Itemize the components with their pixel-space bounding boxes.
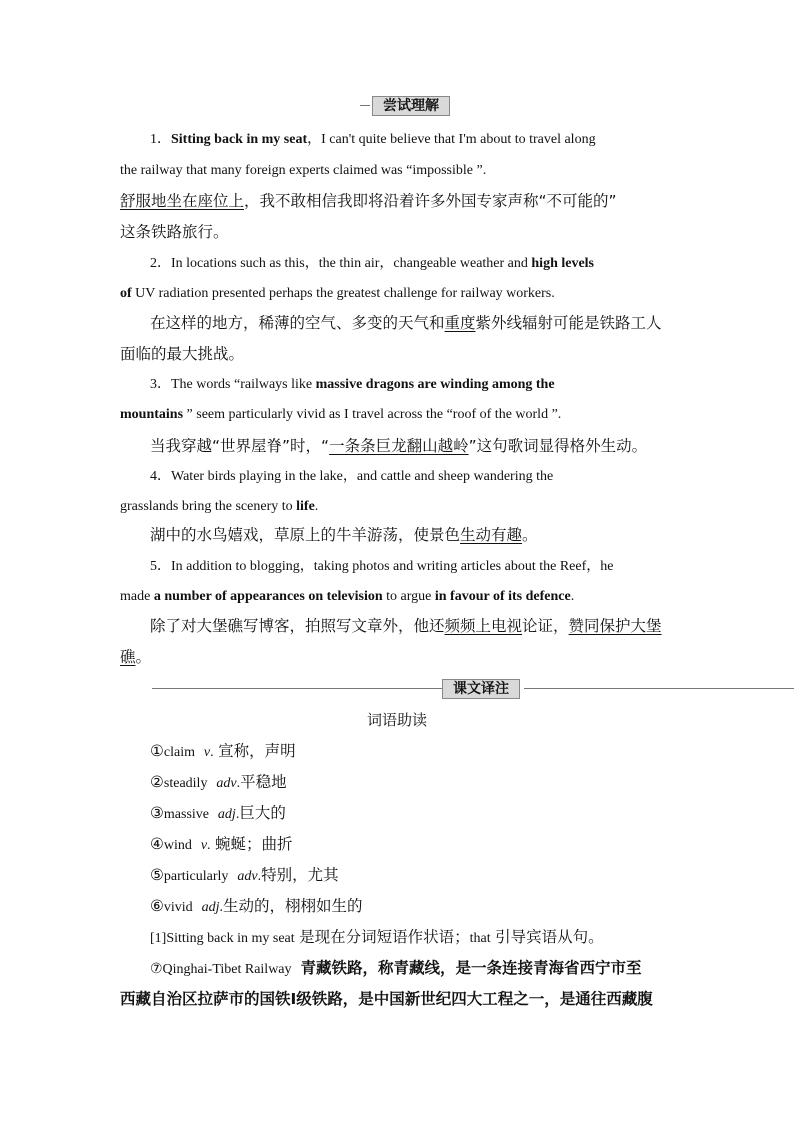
note-7-line-1 xyxy=(150,958,675,980)
vocab-item-1 xyxy=(150,741,675,763)
vocab-word: massive xyxy=(163,807,210,822)
sentence-text: made xyxy=(120,589,151,604)
sentence-number: 1． xyxy=(150,132,171,147)
vocab-meaning: 特别，尤其 xyxy=(261,866,339,884)
sentence-4-line-2: grasslands bring the scenery to life. xyxy=(120,499,319,514)
sentence-5-translation-line-2 xyxy=(120,647,675,667)
underlined-phrase: 频频上电视 xyxy=(444,617,523,635)
part-of-speech: adv xyxy=(237,869,258,884)
translation-text: ”这句歌词显得格外生动。 xyxy=(468,437,648,455)
translation-text: 除了对大堡礁写博客，拍照写文章外，他还 xyxy=(150,617,445,635)
sentence-1-line-1 xyxy=(150,130,675,150)
vocab-number: ② xyxy=(150,773,164,791)
translation-text: 湖中的水鸟嬉戏，草原上的牛羊游荡，使景色 xyxy=(150,526,461,544)
bold-phrase: of xyxy=(120,286,132,301)
vocab-number: ⑥ xyxy=(150,897,164,915)
translation-text: 论证， xyxy=(522,617,569,635)
vocab-item-4 xyxy=(150,834,675,856)
bold-phrase: high levels xyxy=(531,256,595,271)
vocab-item-3 xyxy=(150,803,675,825)
underlined-phrase: 赞同保护大堡 xyxy=(568,617,662,635)
section-header-try-understand xyxy=(360,96,470,116)
sentence-3-translation xyxy=(150,436,675,456)
sentence-5-translation-line-1 xyxy=(150,616,675,636)
translation-text: 紫外线辐射可能是铁路工人 xyxy=(475,314,662,332)
section-header-text-notes xyxy=(152,679,794,699)
vocab-title: 词语助读 xyxy=(366,711,427,729)
sentence-text: ” seem particularly vivid as I travel across the “roof of the world ”. xyxy=(186,407,562,422)
bold-phrase: a number of appearances on television xyxy=(153,589,383,604)
pos-dot: . xyxy=(207,838,211,853)
note-1 xyxy=(150,927,675,949)
vocab-item-5 xyxy=(150,865,675,887)
vocab-word: steadily xyxy=(163,776,208,791)
underlined-phrase: 重度 xyxy=(444,314,476,332)
underlined-phrase: 礁 xyxy=(120,648,136,666)
sentence-text: 2．In locations such as this，the thin air，changeable weather and xyxy=(150,256,528,271)
vocab-number: ④ xyxy=(150,835,164,853)
bold-phrase: life xyxy=(296,499,315,514)
vocab-meaning: 生动的，栩栩如生的 xyxy=(222,897,363,915)
sentence-text: UV radiation presented perhaps the greatest challenge for railway workers. xyxy=(135,286,555,301)
note-chinese: 青藏铁路，称青藏线，是一条连接青海省西宁市至 xyxy=(300,959,642,977)
vocab-word: claim xyxy=(163,745,196,760)
bold-phrase: mountains xyxy=(120,407,184,422)
note-english: that xyxy=(469,931,491,946)
sentence-4-line-1: 4．Water birds playing in the lake，and cattle and sheep wandering the xyxy=(150,469,554,484)
sentence-2-translation-line-1 xyxy=(150,313,675,333)
sentence-1-line-2: the railway that many foreign experts claimed was “impossible ”. xyxy=(120,163,487,178)
vocab-word: particularly xyxy=(163,869,229,884)
sentence-1-translation-line-2: 这条铁路旅行。 xyxy=(120,223,229,241)
part-of-speech: v xyxy=(203,745,211,760)
bold-phrase: Sitting back in my seat xyxy=(171,132,308,147)
note-english: ⑦Qinghai-Tibet Railway xyxy=(150,962,292,977)
note-chinese: 是现在分词短语作状语； xyxy=(299,928,470,946)
sentence-4-translation xyxy=(150,525,675,545)
vocab-number: ③ xyxy=(150,804,164,822)
vocab-number: ① xyxy=(150,742,164,760)
vocab-meaning: 宣称，声明 xyxy=(218,742,296,760)
pos-dot: . xyxy=(235,807,240,822)
pos-dot: . xyxy=(236,776,241,791)
bold-phrase: in favour of its defence xyxy=(434,589,571,604)
pos-dot: . xyxy=(219,900,223,915)
underlined-phrase: 一条条巨龙翻山越岭 xyxy=(329,437,469,455)
vocab-word: vivid xyxy=(163,900,193,915)
note-english: [1]Sitting back in my seat xyxy=(150,931,295,946)
sentence-5-line-2 xyxy=(120,587,675,607)
translation-text: ，我不敢相信我即将沿着许多外国专家声称“不可能的” xyxy=(244,192,617,210)
pos-dot: . xyxy=(257,869,262,884)
sentence-2-line-1 xyxy=(150,254,675,274)
vocab-meaning: 巨大的 xyxy=(239,804,286,822)
section-title: 课文译注 xyxy=(442,679,520,699)
section-title: 尝试理解 xyxy=(372,96,450,116)
underlined-phrase: 舒服地坐在座位上 xyxy=(120,192,245,210)
part-of-speech: v xyxy=(200,838,208,853)
vocab-meaning: 平稳地 xyxy=(240,773,287,791)
note-7-line-2: 西藏自治区拉萨市的国铁Ⅰ级铁路，是中国新世纪四大工程之一，是通往西藏腹 xyxy=(120,990,653,1008)
part-of-speech: adv xyxy=(216,776,237,791)
sentence-3-line-1 xyxy=(150,375,675,395)
pos-dot: . xyxy=(210,745,214,760)
vocab-number: ⑤ xyxy=(150,866,164,884)
sentence-text: grasslands bring the scenery to xyxy=(120,499,293,514)
vocab-item-2 xyxy=(150,772,675,794)
sentence-text: 3．The words “railways like xyxy=(150,377,313,392)
sentence-text: to argue xyxy=(386,589,432,604)
sentence-5-line-1: 5．In addition to blogging，taking photos and writing articles about the Reef，he xyxy=(150,559,614,574)
sentence-2-translation-line-2: 面临的最大挑战。 xyxy=(120,345,245,363)
translation-text: 。 xyxy=(135,648,152,666)
vocab-word: wind xyxy=(163,838,192,853)
sentence-text: ，I can't quite believe that I'm about to travel along xyxy=(307,132,596,147)
bold-phrase: massive dragons are winding among the xyxy=(315,377,555,392)
header-rule-left xyxy=(360,105,370,106)
vocab-item-6 xyxy=(150,896,675,918)
part-of-speech: adj xyxy=(217,807,236,822)
translation-text: 在这样的地方，稀薄的空气、多变的天气和 xyxy=(150,314,445,332)
part-of-speech: adj xyxy=(201,900,220,915)
underlined-phrase: 生动有趣 xyxy=(460,526,523,544)
sentence-text: . xyxy=(570,589,575,604)
header-rule-left xyxy=(152,688,442,689)
sentence-2-line-2 xyxy=(120,284,675,304)
translation-text: 。 xyxy=(522,526,538,544)
vocab-meaning: 蜿蜒；曲折 xyxy=(214,835,293,853)
note-chinese: 引导宾语从句。 xyxy=(495,928,604,946)
sentence-1-translation-line-1 xyxy=(120,191,675,211)
translation-text: 当我穿越“世界屋脊”时，“ xyxy=(150,437,330,455)
sentence-3-line-2 xyxy=(120,405,675,425)
header-rule-right xyxy=(524,688,794,689)
